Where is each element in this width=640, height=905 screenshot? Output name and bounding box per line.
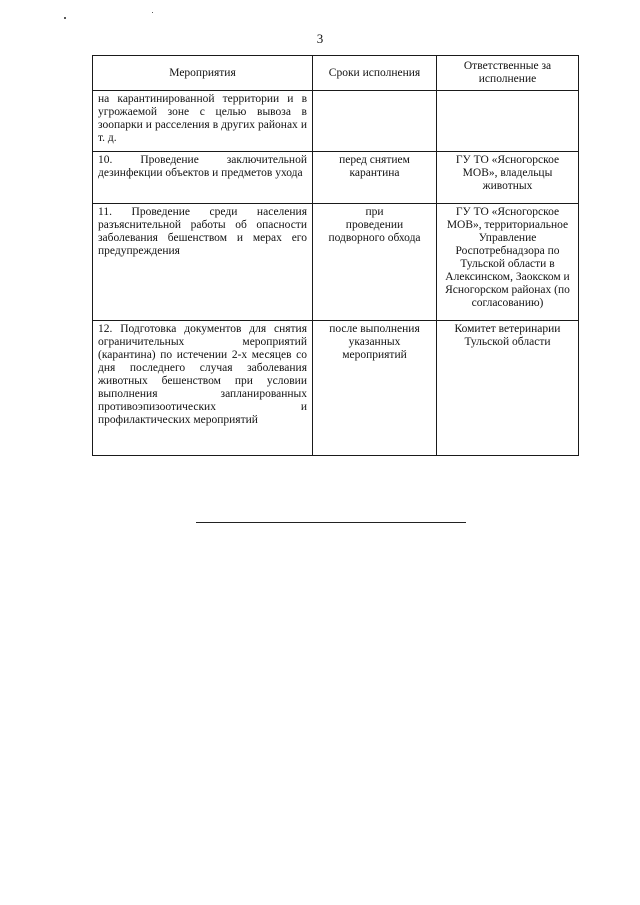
measure-cell: 10. Проведение заключительной дезинфекции объектов и предметов ухода xyxy=(93,152,313,204)
table-row xyxy=(93,152,579,204)
scan-speck xyxy=(64,17,66,19)
measures-table xyxy=(92,55,579,456)
measure-cell: 12. Подготовка документов для снятия ограничительных мероприятий (карантина) по истечении 2-х месяцев со дня последнего случая заболевания животных бешенством при условии выполнения запланированных противоэпизоотических и профилактических мероприятий xyxy=(93,321,313,456)
table-row xyxy=(93,321,579,456)
header-measures: Мероприятия xyxy=(93,56,313,91)
table-header-row xyxy=(93,56,579,91)
deadline-cell: при проведении подворного обхода xyxy=(313,204,437,321)
table-row xyxy=(93,91,579,152)
measure-cell: 11. Проведение среди населения разъяснительной работы об опасности заболевания бешенством и мерах его предупреждения xyxy=(93,204,313,321)
deadline-cell xyxy=(313,91,437,152)
table-row xyxy=(93,204,579,321)
scan-speck xyxy=(152,12,153,13)
header-responsible: Ответственные за исполнение xyxy=(437,56,579,91)
deadline-cell: перед снятием карантина xyxy=(313,152,437,204)
responsible-cell: ГУ ТО «Ясногорское МОВ», территориальное Управление Роспотребнадзора по Тульской области в Алексинском, Заокском и Ясногорском районах (по согласованию) xyxy=(437,204,579,321)
end-of-document-line xyxy=(196,522,466,523)
responsible-cell: ГУ ТО «Ясногорское МОВ», владельцы животных xyxy=(437,152,579,204)
header-deadline: Сроки исполнения xyxy=(313,56,437,91)
page-number: 3 xyxy=(316,31,324,46)
responsible-cell: Комитет ветеринарии Тульской области xyxy=(437,321,579,456)
responsible-cell xyxy=(437,91,579,152)
deadline-cell: после выполнения указанных мероприятий xyxy=(313,321,437,456)
measure-cell: на карантинированной территории и в угрожаемой зоне с целью вывоза в зоопарки и расселения в других районах и т. д. xyxy=(93,91,313,152)
